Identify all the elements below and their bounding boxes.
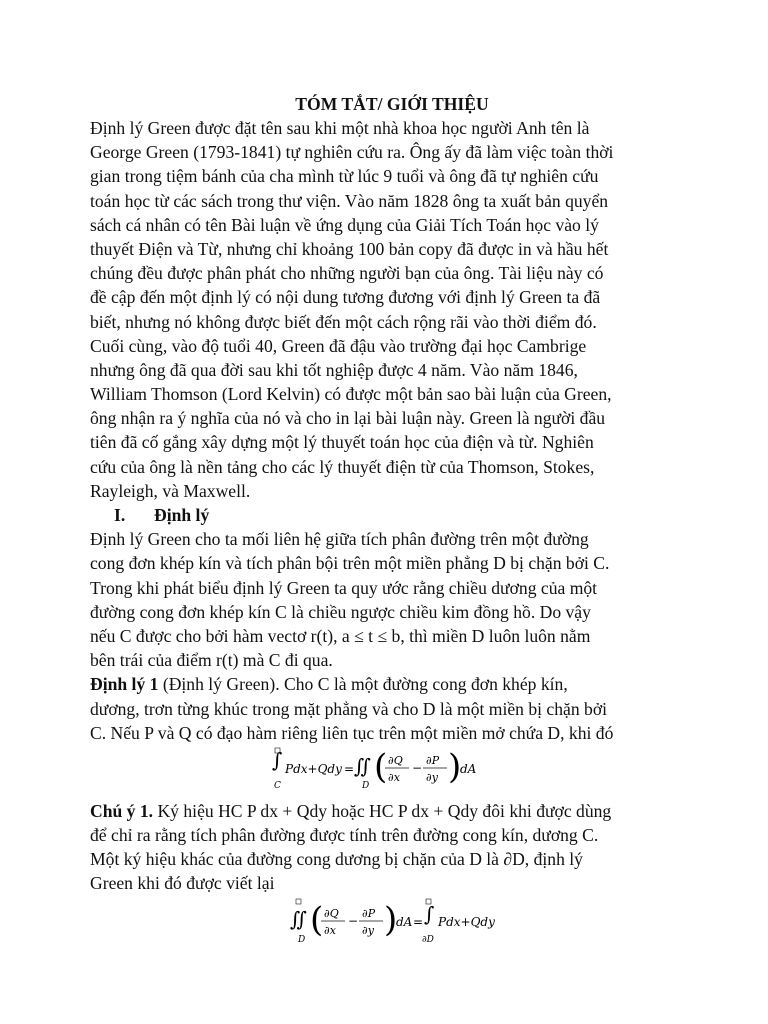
document-title: TÓM TẮT/ GIỚI THIỆU [295, 94, 489, 114]
intro-line: Cuối cùng, vào độ tuổi 40, Green đã đậu vào trường đại học Cambrige [90, 335, 587, 356]
intro-line: gian trong tiệm bánh của cha mình từ lúc 9 tuổi và ông đã tự nghiên cứu [90, 166, 599, 187]
formula-1-minus: − [412, 760, 423, 775]
green-formula-2 [90, 896, 694, 950]
formula-2-num-q: ∂Q [324, 906, 339, 920]
section-title: Định lý [154, 505, 210, 525]
theorem-line: C. Nếu P và Q có đạo hàm riêng liên tục trên một miền mở chứa D, khi đó [90, 722, 614, 743]
right-paren: ) [448, 746, 462, 787]
formula-2-minus: − [348, 913, 359, 928]
formula-1-tail: dA [460, 761, 477, 776]
theorem-line: dương, trơn từng khúc trong mặt phẳng và cho D là một miền bị chặn bởi [90, 698, 608, 719]
double-integral-symbol: ∬ [290, 906, 308, 931]
theorem-first-line [90, 672, 694, 696]
formula-2-mid: dA [396, 914, 413, 929]
note-paragraph [90, 799, 694, 896]
note-line: để chỉ ra rằng tích phân đường được tính trên đường cong kín, dương C. [90, 825, 599, 846]
intro-line: ông nhận ra ý nghĩa của nó và cho in lại bài luận này. Green là người đầu [90, 408, 606, 429]
section-line: bên trái của điểm r(t) mà C đi qua. [90, 650, 333, 671]
section-paragraph [90, 527, 694, 672]
intro-line: đề cập đến một định lý có nội dung tương đương với định lý Green ta đã [90, 287, 601, 308]
intro-line: sách cá nhân có tên Bài luận về ứng dụng của Giải Tích Toán học vào lý [90, 214, 599, 235]
note-line: Một ký hiệu khác của đường cong dương bị chặn của D là ∂D, định lý [90, 849, 583, 870]
right-paren: ) [384, 899, 398, 940]
formula-2-den-y: ∂y [362, 923, 374, 937]
note-line: Green khi đó được viết lại [90, 873, 275, 894]
section-line: Định lý Green cho ta mối liên hệ giữa tích phân đường trên một đường [90, 529, 589, 550]
intro-line: thuyết Điện và Từ, nhưng chỉ khoảng 100 bản copy đã được in và hầu hết [90, 238, 609, 259]
intro-line: cứu của ông là nền tảng cho các lý thuyết điện từ của Thomson, Stokes, [90, 456, 595, 477]
formula-1-lhs-sub: C [274, 780, 281, 791]
formula-2-graphic [286, 896, 526, 950]
formula-2-rhs: Pdx+Qdy [438, 914, 495, 929]
double-integral-symbol: ∬ [354, 753, 372, 778]
section-line: đường cong đơn khép kín C là chiều ngược chiều kim đồng hồ. Do vậy [90, 601, 591, 622]
formula-1-lhs: Pdx+Qdy [285, 761, 342, 776]
theorem-label: Định lý 1 [90, 674, 159, 695]
formula-2-lhs-sub: D [298, 934, 306, 945]
intro-line: tiên đã cố gắng xây dựng một lý thuyết toán học của điện và từ. Nghiên [90, 432, 594, 453]
formula-1-graphic [266, 745, 526, 799]
formula-2-den-x: ∂x [324, 923, 336, 937]
contour-integral-symbol: ∫ [424, 901, 435, 926]
section-line: nếu C được cho bởi hàm vectơ r(t), a ≤ t ≤ b, thì miền D luôn luôn nằm [90, 625, 591, 646]
document-page [90, 92, 694, 950]
intro-line: chúng đều được phân phát cho những người bạn của ông. Tài liệu này có [90, 263, 604, 284]
formula-2-num-p: ∂P [362, 906, 376, 920]
intro-line: Định lý Green được đặt tên sau khi một nhà khoa học người Anh tên là [90, 118, 590, 138]
formula-1-den-x: ∂x [388, 770, 400, 784]
note-label: Chú ý 1. [90, 800, 154, 821]
intro-line: nhưng ông đã qua đời sau khi tốt nghiệp được 4 năm. Vào năm 1846, [90, 359, 578, 380]
formula-1-equals: = [344, 761, 355, 776]
note-first-line [90, 799, 694, 823]
intro-line: Rayleigh, và Maxwell. [90, 480, 251, 501]
formula-1-rhs-sub: D [362, 780, 370, 791]
green-formula-1 [90, 745, 694, 799]
formula-2-equals: = [413, 914, 424, 929]
theorem-text: (Định lý Green). Cho C là một đường cong đơn khép kín, [158, 674, 568, 695]
intro-line: George Green (1793-1841) tự nghiên cứu ra. Ông ấy đã làm việc toàn thời [90, 142, 614, 163]
contour-integral-symbol: ∫ [272, 747, 283, 772]
left-paren: ( [374, 746, 388, 787]
region-marker [296, 899, 301, 904]
intro-line: toán học từ các sách trong thư viện. Vào năm 1828 ông ta xuất bản quyển [90, 190, 609, 211]
left-paren: ( [310, 899, 324, 940]
section-number: I. [114, 505, 126, 525]
formula-2-rhs-sub: ∂D [422, 934, 434, 945]
intro-paragraph [90, 116, 694, 503]
section-line: Trong khi phát biểu định lý Green ta quy ước rằng chiều dương của một [90, 577, 598, 598]
theorem-paragraph [90, 672, 694, 745]
section-heading [90, 503, 694, 527]
formula-1-den-y: ∂y [426, 770, 438, 784]
intro-line: biết, nhưng nó không được biết đến một cách rộng rãi vào thời điểm đó. [90, 311, 597, 332]
note-text: Ký hiệu HC P dx + Qdy hoặc HC P dx + Qdy đôi khi được dùng [153, 800, 612, 821]
formula-1-num-p: ∂P [426, 753, 440, 767]
intro-line: William Thomson (Lord Kelvin) có được một bản sao bài luận của Green, [90, 384, 612, 405]
formula-1-num-q: ∂Q [388, 753, 403, 767]
section-line: cong đơn khép kín và tích phân bội trên một miền phẳng D bị chặn bởi C. [90, 553, 610, 574]
